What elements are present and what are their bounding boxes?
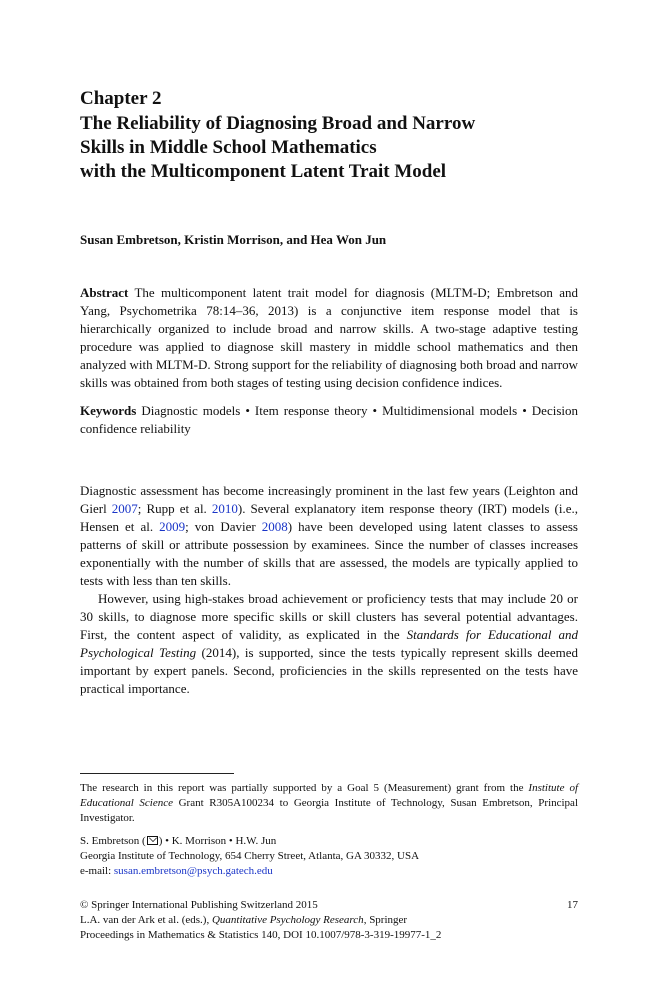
chapter-title-line: Skills in Middle School Mathematics [80,137,377,158]
paragraph-2 [80,590,578,698]
publication-info [80,898,578,943]
abstract-text: The multicomponent latent trait model for diagnosis (MLTM-D; Embretson and Yang, Psychometrika 78:14–36, 2013) is a conjunctive item response model that is hierarchically organized to include broad and narrow skills. A two-stage adaptive testing procedure was applied to diagnose skill mastery in middle school mathematics and then analyzed with MLTM-D. Strong support for the reliability of diagnosing both broad and narrow skills was obtained from both stages of testing using decision confidence indices. [80,285,578,390]
text-run: L.A. van der Ark et al. (eds.), [80,914,212,926]
abstract-label: Abstract [80,285,129,300]
text-run: Grant R305A100234 to Georgia Institute of Technology, Susan Embretson, Principal Investigator. [80,797,578,824]
citation-link[interactable]: 2009 [159,519,186,534]
keywords-label: Keywords [80,403,137,418]
institute-name: Institute of Educational Science [80,782,578,809]
envelope-icon [147,836,158,845]
page-number: 17 [567,899,578,911]
text-run: , Springer [363,914,408,926]
institution: Georgia Institute of Technology, 654 Cherry Street, Atlanta, GA 30332, USA [80,850,420,862]
chapter-title [80,112,578,184]
chapter-label: Chapter 2 [80,88,162,109]
text-run: ; von Davier [185,519,262,534]
body-text [80,482,578,698]
citation-link[interactable]: 2007 [111,501,138,516]
paragraph-1 [80,482,578,590]
footnote-divider [80,773,234,774]
abstract [80,284,578,392]
text-run: S. Embretson ( [80,835,146,847]
chapter-title-line: with the Multicomponent Latent Trait Model [80,161,447,182]
text-run: ) have been developed using latent classes to assess patterns of skill or attribute possession by examinees. Since the number of classes increases exponentially with the number of skills that are assessed, the models are typically applied to tests with less than ten skills. [80,519,578,588]
editors-line [80,913,578,928]
email-line [80,864,578,879]
footnote [80,781,578,826]
text-run: ; Rupp et al. [137,501,212,516]
authors: Susan Embretson, Kristin Morrison, and Hea Won Jun [80,232,387,247]
text-run: Diagnostic assessment has become increasingly prominent in the last few years (Leighton and Gierl [80,483,578,516]
citation-link[interactable]: 2008 [261,519,288,534]
chapter-title-line: The Reliability of Diagnosing Broad and Narrow [80,113,476,134]
text-run: However, using high-stakes broad achievement or proficiency tests that may include 20 or 30 skills, to diagnose more specific skills or skill clusters has several potential advantages. First, the content aspect of validity, as explicated in the [80,591,578,642]
keywords-text: Diagnostic models • Item response theory • Multidimensional models • Decision confidence reliability [80,403,579,436]
text-run: ). Several explanatory item response theory (IRT) models (i.e., Hensen et al. [80,501,579,534]
keywords [80,402,578,438]
book-title: Quantitative Psychology Research [211,914,364,926]
series-doi: Proceedings in Mathematics & Statistics 140, DOI 10.1007/978-3-319-19977-1_2 [80,929,442,941]
text-run: The research in this report was partially supported by a Goal 5 (Measurement) grant from the [80,782,529,794]
text-run: (2014), is supported, since the tests typically represent skills deemed important by expert panels. Second, proficiencies in the skills represented on the tests have practical importance. [80,645,578,696]
copyright: © Springer International Publishing Switzerland 2015 [80,899,318,911]
email-link[interactable]: susan.embretson@psych.gatech.edu [113,865,273,877]
citation-link[interactable]: 2010 [211,501,238,516]
text-run: ) • K. Morrison • H.W. Jun [158,835,277,847]
email-label: e-mail: [80,865,114,877]
page-content [80,88,578,698]
author-names [80,834,578,849]
affiliation [80,834,578,879]
standards-title: Standards for Educational and Psychological Testing [80,627,578,660]
